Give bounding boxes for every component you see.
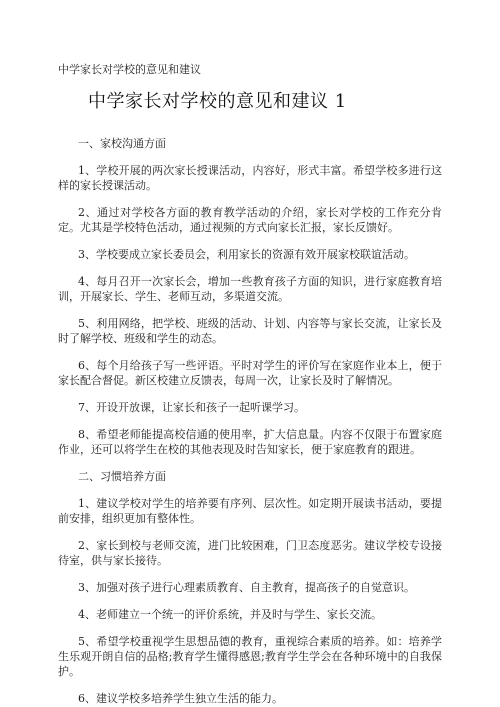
section-habit-training [58, 469, 442, 706]
section-home-school [58, 136, 442, 457]
paragraph: 6、建议学校多培养学生独立生活的能力。 [78, 692, 283, 705]
document-title: 中学家长对学校的意见和建议 1 [88, 91, 347, 112]
paragraph: 2、通过对学校各方面的教育教学活动的介绍，家长对学校的工作充分肯定。尤其是学校特色活动，通过视频的方式向家长汇报，家长反馈好。 [58, 206, 442, 234]
paragraph: 4、老师建立一个统一的评价系统，并及时与学生、家长交流。 [78, 608, 382, 621]
paragraph: 7、开设开放课，让家长和孩子一起听课学习。 [78, 401, 305, 414]
paragraph: 1、学校开展的两次家长授课活动，内容好，形式丰富。希望学校多进行这样的家长授课活动。 [58, 164, 442, 192]
paragraph: 5、利用网络，把学校、班级的活动、计划、内容等与家长交流，让家长及时了解学校、班级和学生的动态。 [58, 317, 442, 345]
section-heading: 一、家校沟通方面 [78, 137, 166, 150]
paragraph: 1、建议学校对学生的培养要有序列、层次性。如定期开展读书活动，要提前安排，组织更加有整体性。 [58, 497, 442, 525]
paragraph: 3、学校要成立家长委员会，利用家长的资源有效开展家校联谊活动。 [78, 248, 415, 261]
paragraph: 6、每个月给孩子写一些评语。平时对学生的评价写在家庭作业本上，便于家长配合督促。新区校建立反馈表，每周一次，让家长及时了解情况。 [58, 359, 442, 387]
section-heading: 二、习惯培养方面 [78, 470, 166, 483]
paragraph: 5、希望学校重视学生思想品德的教育，重视综合素质的培养。如：培养学生乐观开朗自信的品格;教育学生懂得感恩;教育学生学会在各种环境中的自我保护。 [58, 635, 442, 678]
paragraph: 4、每月召开一次家长会，增加一些教育孩子方面的知识，进行家庭教育培训，开展家长、学生、老师互动，多渠道交流。 [58, 275, 442, 303]
document-header: 中学家长对学校的意见和建议 [58, 63, 201, 76]
paragraph: 8、希望老师能提高校信通的使用率，扩大信息量。内容不仅限于布置家庭作业，还可以将学生在校的其他表现及时告知家长，便于家庭教育的跟进。 [58, 428, 442, 456]
paragraph: 3、加强对孩子进行心理素质教育、自主教育，提高孩子的自觉意识。 [78, 581, 415, 594]
paragraph: 2、家长到校与老师交流，进门比较困难，门卫态度恶劣。建议学校专设接待室，供与家长接待。 [58, 539, 442, 567]
